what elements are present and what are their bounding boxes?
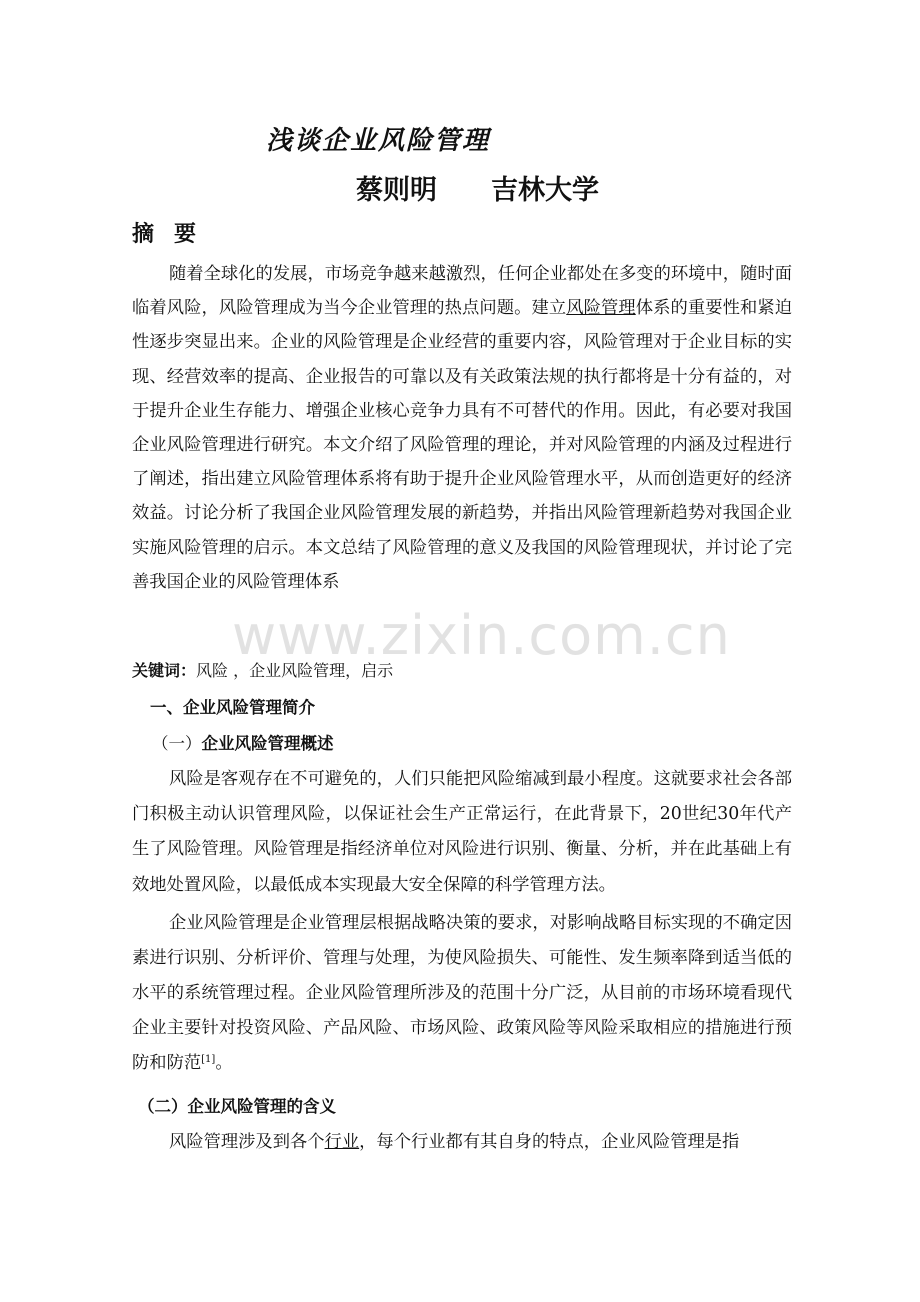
paragraph-3-text-end: ，每个行业都有其自身的特点，企业风险管理是指 bbox=[359, 1132, 740, 1152]
abstract-text-start: 随着全球化的发展，市场竞争越来越激烈，任何企业都处在多变的环境中，随时面临着风险，风险管理成为当今企业管理的热点问题。建立 bbox=[132, 264, 792, 319]
keywords-text: 风险 ，企业风险管理，启示 bbox=[196, 661, 394, 680]
industry-link[interactable]: 行业 bbox=[324, 1132, 360, 1152]
subsection-heading-1 bbox=[152, 730, 334, 754]
document-title: 浅谈企业风险管理 bbox=[266, 126, 491, 156]
section-heading-1: 一、企业风险管理简介 bbox=[150, 698, 315, 717]
body-paragraph-3 bbox=[132, 1125, 792, 1159]
subsection-number: （一） bbox=[152, 734, 202, 753]
abstract-paragraph bbox=[132, 257, 792, 599]
risk-management-link[interactable]: 风险管理 bbox=[566, 298, 636, 319]
paragraph-3-text-start: 风险管理涉及到各个 bbox=[169, 1132, 325, 1152]
body-paragraph-1: 风险是客观存在不可避免的，人们只能把风险缩减到最小程度。这就要求社会各部门积极主动认识管理风险，以保证社会生产正常运行，在此背景下，20世纪30年代产生了风险管理。风险管理是指经济单位对风险进行识别、衡量、分析，并在此基础上有效地处置风险，以最低成本实现最大安全保障的科学管理方法。 bbox=[132, 769, 792, 895]
subsection-heading-2: （二）企业风险管理的含义 bbox=[138, 1097, 336, 1116]
author-affiliation: 蔡则明 吉林大学 bbox=[356, 175, 599, 206]
citation-reference: [1] bbox=[201, 1054, 216, 1065]
paragraph-2-text: 企业风险管理是企业管理层根据战略决策的要求，对影响战略目标实现的不确定因素进行识别、分析评价、管理与处理，为使风险损失、可能性、发生频率降到适当低的水平的系统管理过程。企业风险管理所涉及的范围十分广泛，从目前的市场环境看现代企业主要针对投资风险、产品风险、市场风险、政策风险等风险采取相应的措施进行预防和防范 bbox=[132, 913, 792, 1073]
abstract-heading: 摘要 bbox=[132, 222, 217, 247]
paragraph-2-end: 。 bbox=[215, 1053, 233, 1073]
abstract-text-end: 体系的重要性和紧迫性逐步突显出来。企业的风险管理是企业经营的重要内容，风险管理对于企业目标的实现、经营效率的提高、企业报告的可靠以及有关政策法规的执行都将是十分有益的，对于提升企业生存能力、增强企业核心竞争力具有不可替代的作用。因此，有必要对我国企业风险管理进行研究。本文介绍了风险管理的理论，并对风险管理的内涵及过程进行了阐述，指出建立风险管理体系将有助于提升企业风险管理水平，从而创造更好的经济效益。讨论分析了我国企业风险管理发展的新趋势，并指出风险管理新趋势对我国企业实施风险管理的启示。本文总结了风险管理的意义及我国的风险管理现状，并讨论了完善我国企业的风险管理体系 bbox=[132, 298, 792, 592]
keywords-line bbox=[132, 658, 393, 681]
subsection-title: 企业风险管理概述 bbox=[201, 734, 334, 753]
keywords-label: 关键词： bbox=[132, 661, 197, 680]
body-paragraph-2 bbox=[132, 906, 792, 1081]
watermark: www.zixin.com.cn bbox=[232, 604, 731, 667]
